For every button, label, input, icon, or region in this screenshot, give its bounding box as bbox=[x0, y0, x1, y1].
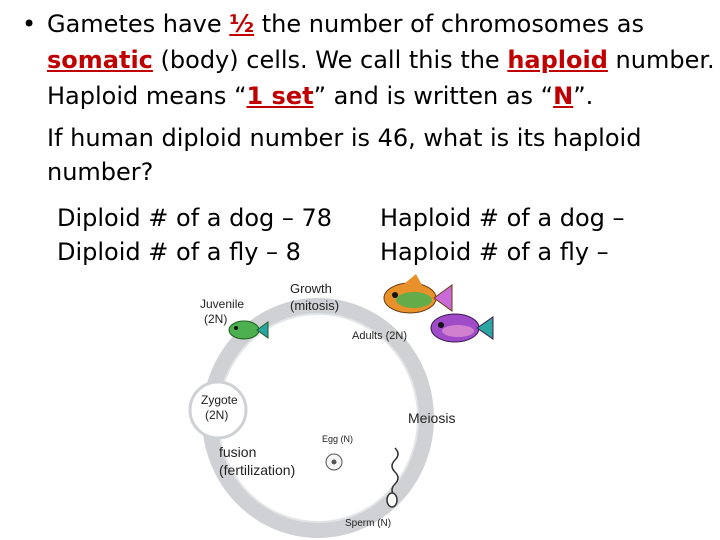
haploid-term: haploid bbox=[507, 46, 608, 74]
fertilization-label: (fertilization) bbox=[219, 462, 296, 478]
adults-label: Adults (2N) bbox=[352, 330, 408, 342]
life-cycle-diagram bbox=[0, 270, 720, 540]
intro-text: Haploid means “ bbox=[47, 82, 247, 110]
intro-text: ”. bbox=[573, 82, 594, 110]
fly-diploid: Diploid # of a fly – 8 bbox=[57, 238, 301, 266]
meiosis-label: Meiosis bbox=[408, 410, 456, 426]
question-line-2: number? bbox=[47, 158, 154, 186]
mitosis-label: (mitosis) bbox=[290, 298, 340, 313]
intro-text: Gametes have bbox=[47, 10, 230, 38]
intro-text: ” and is written as “ bbox=[313, 82, 554, 110]
one-set-term: 1 set bbox=[246, 82, 314, 110]
zygote-ploidy-label: (2N) bbox=[205, 408, 229, 422]
sperm-label: Sperm (N) bbox=[345, 518, 392, 529]
question-line-1: If human diploid number is 46, what is its haploid bbox=[47, 124, 642, 152]
intro-text: (body) cells. We call this the bbox=[152, 46, 508, 74]
dog-haploid: Haploid # of a dog – bbox=[380, 204, 625, 232]
adult-fish-icon bbox=[431, 314, 493, 342]
juvenile-ploidy-label: (2N) bbox=[204, 312, 228, 326]
dog-diploid: Diploid # of a dog – 78 bbox=[57, 204, 333, 232]
cycle-ring-inner bbox=[218, 314, 418, 522]
fusion-label: fusion bbox=[219, 444, 257, 460]
growth-label: Growth bbox=[290, 281, 332, 296]
adult-fish-icon bbox=[384, 274, 452, 313]
juvenile-label: Juvenile bbox=[200, 297, 245, 311]
intro-line-3 bbox=[47, 80, 593, 112]
fly-haploid: Haploid # of a fly – bbox=[380, 238, 609, 266]
egg-label: Egg (N) bbox=[322, 434, 354, 444]
n-symbol: N bbox=[553, 82, 574, 110]
intro-line-2 bbox=[47, 44, 715, 76]
egg-nucleus bbox=[332, 460, 337, 465]
zygote-label: Zygote bbox=[201, 393, 238, 407]
half-fraction: ½ bbox=[229, 10, 255, 38]
intro-text: number. bbox=[607, 46, 715, 74]
intro-line-1 bbox=[47, 8, 644, 40]
bullet: • bbox=[22, 10, 37, 38]
somatic-term: somatic bbox=[47, 46, 153, 74]
intro-text: the number of chromosomes as bbox=[254, 10, 644, 38]
sperm-cell bbox=[387, 448, 398, 507]
